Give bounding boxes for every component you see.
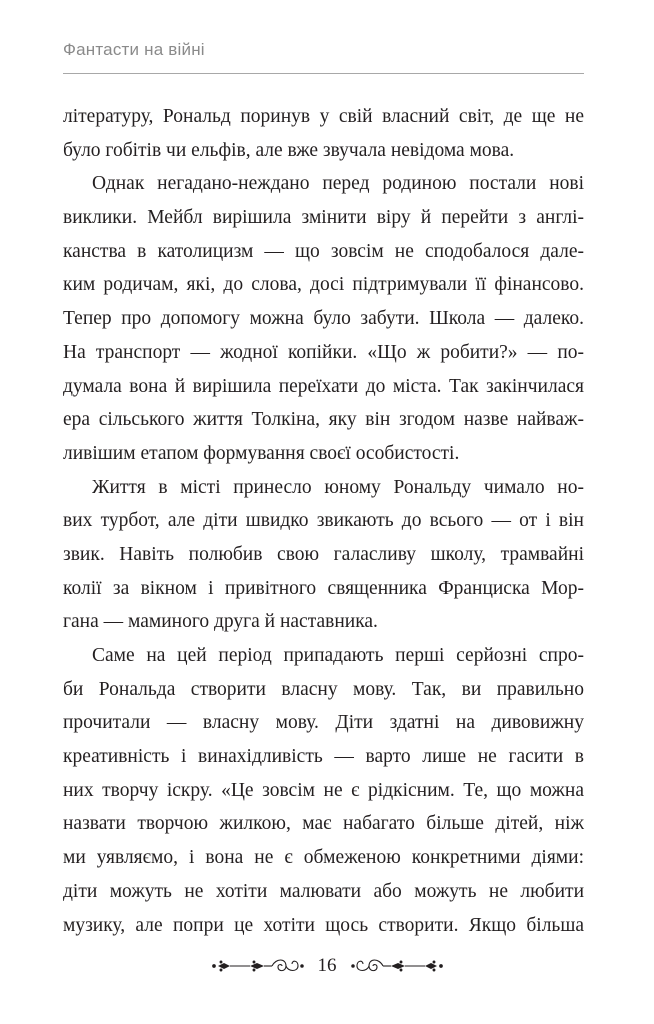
text-line: ливішим етапом формування своєї особистості. (63, 442, 460, 464)
text-line: На транспорт — жодної копійки. «Що ж робити?» — по- (63, 341, 584, 363)
text-line: звик. Навіть полюбив свою галасливу школу, трамвайні (63, 543, 584, 565)
text-line: Життя в місті принесло юному Рональду чимало но- (92, 476, 584, 498)
running-head: Фантасти на війні (63, 40, 205, 59)
text-line: гана — маминого друга й наставника. (63, 611, 378, 633)
flourish-ornament-icon (347, 956, 445, 976)
text-line: діти можуть не хотіти малювати або можуть не любити (63, 880, 584, 902)
text-line: канства в католицизм — що зовсім не сподобалося дале- (63, 240, 584, 262)
text-line: прочитали — власну мову. Діти здатні на дивовижну (63, 712, 584, 734)
text-line: ким родичам, які, до слова, досі підтримували її фінансово. (63, 274, 584, 296)
text-line: колії за вікном і привітного священника Франциска Мор- (63, 577, 584, 599)
text-line: Тепер про допомогу можна було забути. Школа — далеко. (63, 308, 584, 330)
text-line: Саме на цей період припадають перші серйозні спро- (92, 645, 584, 666)
text-line: було гобітів чи ельфів, але вже звучала невідома мова. (63, 139, 515, 161)
page-number: 16 (317, 955, 337, 976)
header-rule (63, 73, 584, 74)
body-text (63, 100, 584, 942)
text-line: вих турбот, але діти швидко звикають до всього — от і він (63, 510, 584, 532)
paragraph (63, 100, 584, 167)
text-line: ера сільського життя Толкіна, яку він згодом назве найваж- (63, 409, 584, 431)
text-line: виклики. Мейбл вирішила змінити віру й перейти з англі- (63, 207, 584, 229)
text-line: них творчу іскру. «Це зовсім не є рідкісним. Те, що можна (63, 779, 584, 801)
text-line: креативність і винахідливість — варто лише не гасити в (63, 746, 584, 768)
text-line: ми уявляємо, і вона не є обмеженою конкретними діями: (63, 847, 584, 869)
text-line: Однак негадано-неждано перед родиною постали нові (92, 173, 584, 195)
paragraph (63, 471, 584, 639)
paragraph (63, 639, 584, 942)
text-line: літературу, Рональд поринув у свій власний світ, де ще не (63, 106, 584, 127)
text-line: думала вона й вирішила переїхати до міста. Так закінчилася (63, 375, 584, 397)
paragraph (63, 167, 584, 470)
text-line: музику, але попри це хотіти щось створити. Якщо більша (63, 914, 584, 936)
flourish-ornament-icon (210, 956, 308, 976)
text-line: би Рональда створити власну мову. Так, ви правильно (63, 678, 584, 700)
text-line: назвати творчою жилкою, має набагато більше дітей, ніж (63, 813, 584, 835)
page-footer (0, 955, 654, 985)
